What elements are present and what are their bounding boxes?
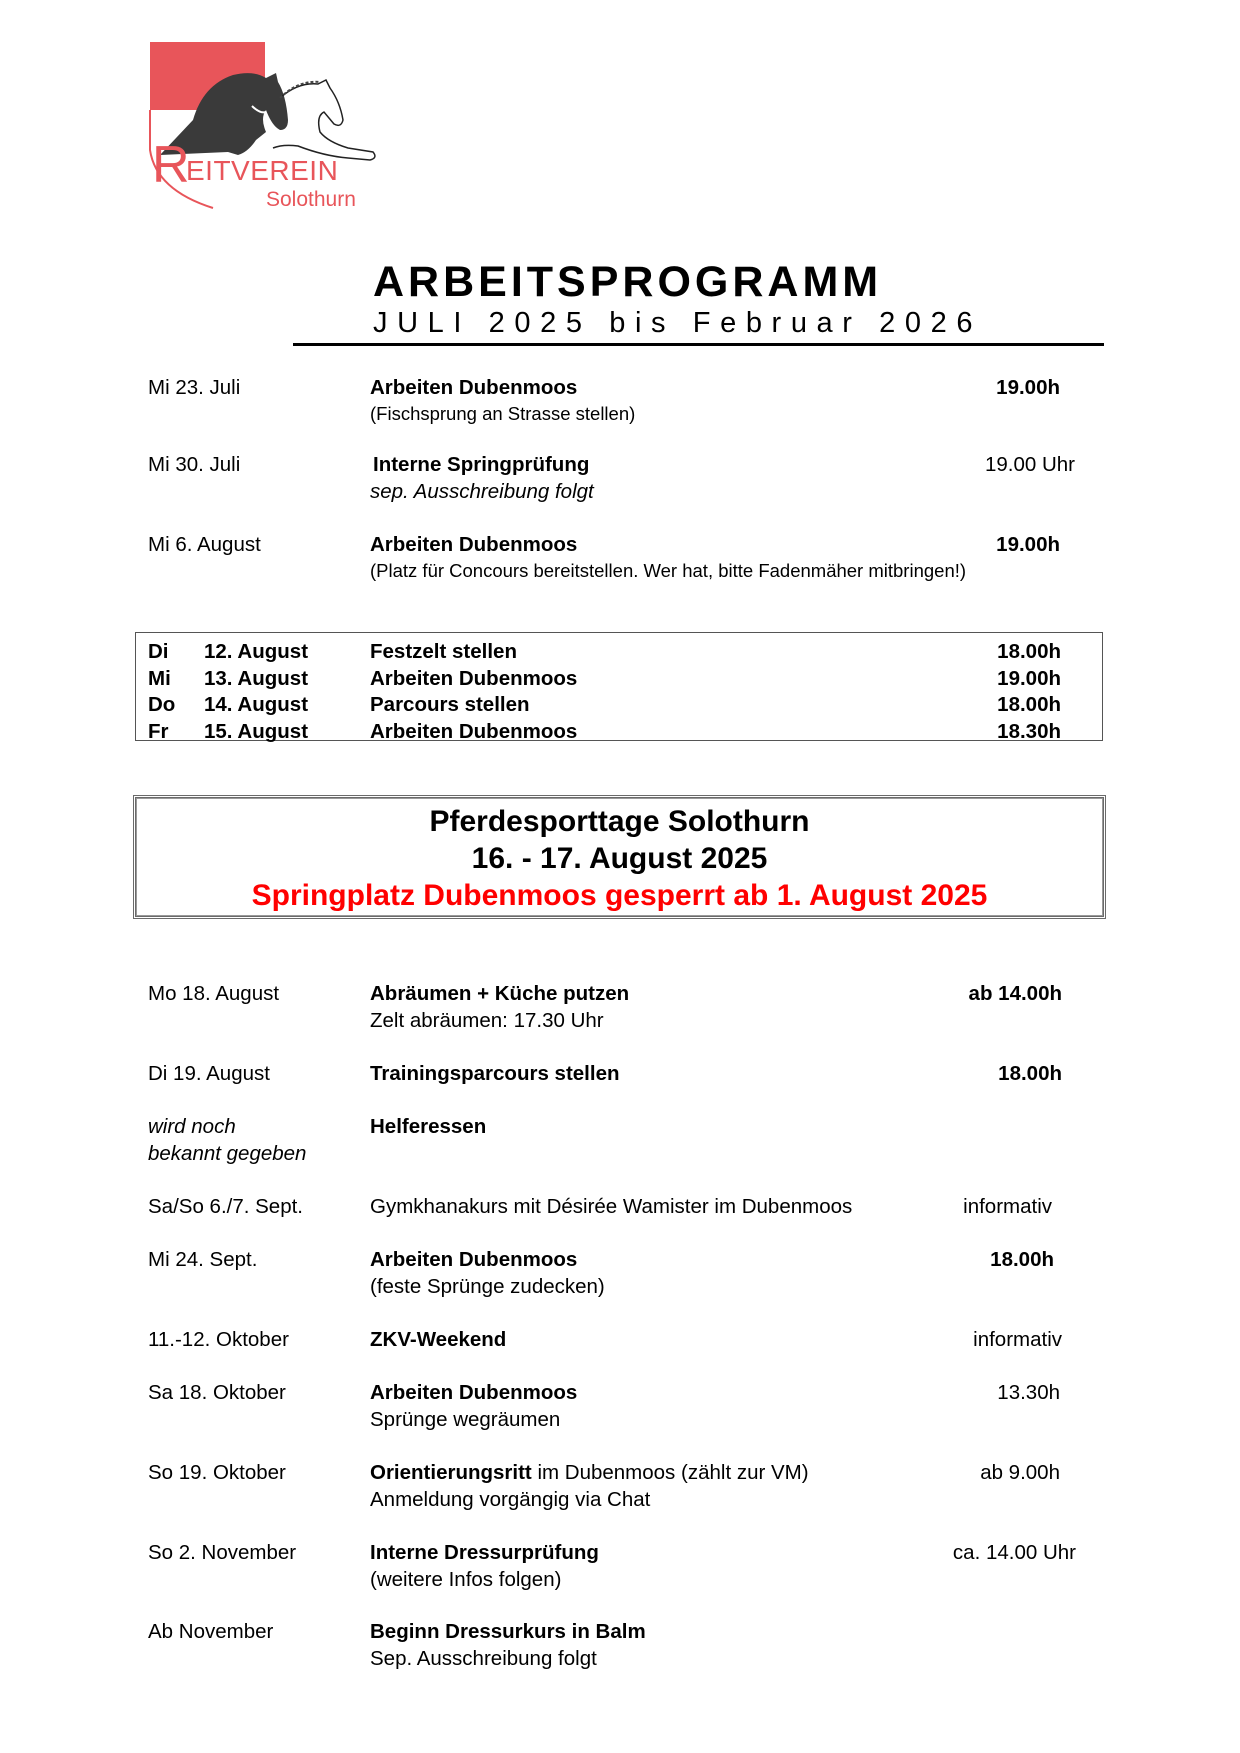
row-task: Parcours stellen — [370, 693, 530, 716]
entry-title: Gymkhanakurs mit Désirée Wamister im Dubenmoos — [370, 1195, 853, 1218]
entry-note: (weitere Infos folgen) — [370, 1568, 562, 1591]
entry-date: Mi 30. Juli — [148, 453, 241, 476]
row-task: Festzelt stellen — [370, 640, 517, 663]
row-day: Do — [148, 693, 176, 716]
entry-title: Abräumen + Küche putzen — [370, 982, 630, 1005]
entry-title: Beginn Dressurkurs in Balm — [370, 1620, 646, 1643]
event-warning: Springplatz Dubenmoos gesperrt ab 1. August 2025 — [251, 879, 988, 912]
event-dates: 16. - 17. August 2025 — [471, 842, 768, 875]
entry-note: Sep. Ausschreibung folgt — [370, 1647, 597, 1670]
entry-note: (Fischsprung an Strasse stellen) — [370, 403, 636, 424]
entry-note: Zelt abräumen: 17.30 Uhr — [370, 1009, 604, 1032]
entry-date: So 19. Oktober — [148, 1461, 286, 1484]
table-row — [136, 718, 1102, 745]
row-day: Di — [148, 640, 169, 663]
row-task: Arbeiten Dubenmoos — [370, 719, 578, 743]
entry-note: (Platz für Concours bereitstellen. Wer hat, bitte Fadenmäher mitbringen!) — [370, 560, 967, 581]
week-schedule-table — [135, 632, 1103, 741]
event-title: Pferdesporttage Solothurn — [429, 805, 810, 838]
entry-date: Sa/So 6./7. Sept. — [148, 1195, 303, 1218]
row-date: 14. August — [204, 693, 309, 716]
row-date: 13. August — [204, 666, 309, 690]
entry-title: ZKV-Weekend — [370, 1328, 507, 1351]
entry-date: Di 19. August — [148, 1062, 270, 1085]
entry-date: Mi 23. Juli — [148, 376, 241, 399]
entry-note: Sprünge wegräumen — [370, 1408, 561, 1431]
entry-title: Interne Springprüfung — [373, 453, 590, 476]
entry-time: informativ — [973, 1328, 1062, 1351]
entry-note: (feste Sprünge zudecken) — [370, 1275, 605, 1298]
entry-time: 18.00h — [990, 1248, 1054, 1271]
row-time: 18.30h — [997, 719, 1061, 743]
entry-time: 19.00h — [996, 376, 1060, 399]
entry-time: 13.30h — [997, 1381, 1060, 1404]
table-row — [136, 638, 1102, 665]
row-time: 19.00h — [997, 666, 1061, 690]
entry-title-rest: im Dubenmoos (zählt zur VM) — [531, 1461, 809, 1484]
page-subtitle: JULI 2025 bis Februar 2026 — [373, 307, 983, 339]
logo-letter-r: R — [152, 136, 190, 194]
entry-title: Helferessen — [370, 1115, 487, 1138]
row-day: Mi — [148, 666, 171, 690]
entry-time: 19.00 Uhr — [984, 453, 1075, 476]
entry-date: Sa 18. Oktober — [148, 1381, 286, 1404]
entry-title: Arbeiten Dubenmoos — [370, 1248, 578, 1271]
entry-title: Arbeiten Dubenmoos — [370, 1381, 578, 1404]
row-time: 18.00h — [997, 693, 1061, 716]
entry-date-line1: wird noch — [148, 1115, 236, 1138]
entry-title: Trainingsparcours stellen — [370, 1062, 620, 1085]
entry-time: informativ — [963, 1195, 1052, 1218]
entry-date: So 2. November — [148, 1541, 297, 1564]
row-date: 15. August — [204, 719, 309, 743]
entry-time: 18.00h — [998, 1062, 1062, 1085]
table-row — [136, 665, 1102, 692]
row-time: 18.00h — [997, 640, 1061, 663]
entry-date — [148, 1113, 306, 1167]
entry-note: Anmeldung vorgängig via Chat — [370, 1488, 651, 1511]
entry-note: sep. Ausschreibung folgt — [370, 480, 594, 503]
horse-shield-icon — [148, 40, 378, 212]
logo-subtext: Solothurn — [266, 188, 356, 211]
row-task: Arbeiten Dubenmoos — [370, 666, 578, 690]
club-logo — [148, 40, 378, 212]
entry-title-line — [370, 1459, 809, 1486]
title-divider — [293, 343, 1104, 346]
entry-date: Ab November — [148, 1620, 274, 1643]
entry-time: 19.00h — [996, 533, 1060, 556]
entry-date: Mo 18. August — [148, 982, 280, 1005]
logo-text: EITVEREIN — [186, 155, 339, 186]
page-title: ARBEITSPROGRAMM — [373, 258, 883, 306]
entry-date: Mi 6. August — [148, 533, 261, 556]
entry-title: Interne Dressurprüfung — [370, 1541, 599, 1564]
entry-title: Arbeiten Dubenmoos — [370, 376, 578, 399]
entry-date: Mi 24. Sept. — [148, 1248, 258, 1271]
row-day: Fr — [148, 719, 169, 743]
entry-time: ca. 14.00 Uhr — [952, 1541, 1076, 1564]
table-row — [136, 691, 1102, 718]
entry-title: Arbeiten Dubenmoos — [370, 533, 578, 556]
row-date: 12. August — [204, 640, 309, 663]
entry-time: ab 9.00h — [980, 1461, 1060, 1484]
event-announcement-box — [133, 795, 1106, 919]
entry-title: Orientierungsritt — [370, 1461, 532, 1484]
entry-time: ab 14.00h — [968, 982, 1062, 1005]
entry-date: 11.-12. Oktober — [148, 1328, 289, 1351]
entry-date-line2: bekannt gegeben — [148, 1142, 307, 1165]
